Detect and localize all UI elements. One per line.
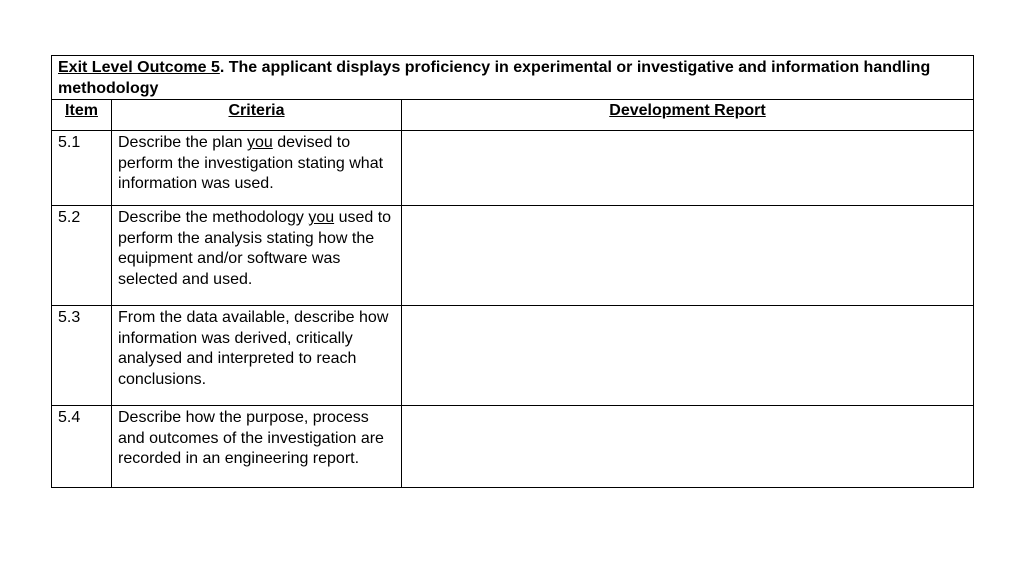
development-report-cell[interactable] — [402, 306, 974, 406]
criteria-text: Describe how the purpose, process and outcomes of the investigation are recorded in an engineering report. — [112, 406, 402, 488]
outcome-description: . The applicant displays proficiency in experimental or investigative and information handling methodology — [58, 59, 931, 97]
criteria-text: Describe the methodology you used to perform the analysis stating how the equipment and/or software was selected and used. — [112, 206, 402, 306]
criteria-text: Describe the plan you devised to perform the investigation stating what information was used. — [112, 131, 402, 206]
column-header-report: Development Report — [402, 100, 974, 131]
outcome-heading: Exit Level Outcome 5 — [58, 59, 220, 76]
item-number: 5.1 — [52, 131, 112, 206]
item-number: 5.4 — [52, 406, 112, 488]
item-number: 5.2 — [52, 206, 112, 306]
development-report-cell[interactable] — [402, 206, 974, 306]
development-report-cell[interactable] — [402, 406, 974, 488]
table-row — [52, 406, 974, 488]
outcome-table — [51, 55, 974, 488]
header-row — [52, 100, 974, 131]
development-report-cell[interactable] — [402, 131, 974, 206]
column-header-criteria: Criteria — [112, 100, 402, 131]
criteria-text: From the data available, describe how information was derived, critically analysed and interpreted to reach conclusions. — [112, 306, 402, 406]
table-row — [52, 306, 974, 406]
table-row — [52, 131, 974, 206]
item-number: 5.3 — [52, 306, 112, 406]
table-row — [52, 206, 974, 306]
column-header-item: Item — [52, 100, 112, 131]
title-row — [52, 56, 974, 100]
outcome-title — [52, 56, 974, 100]
